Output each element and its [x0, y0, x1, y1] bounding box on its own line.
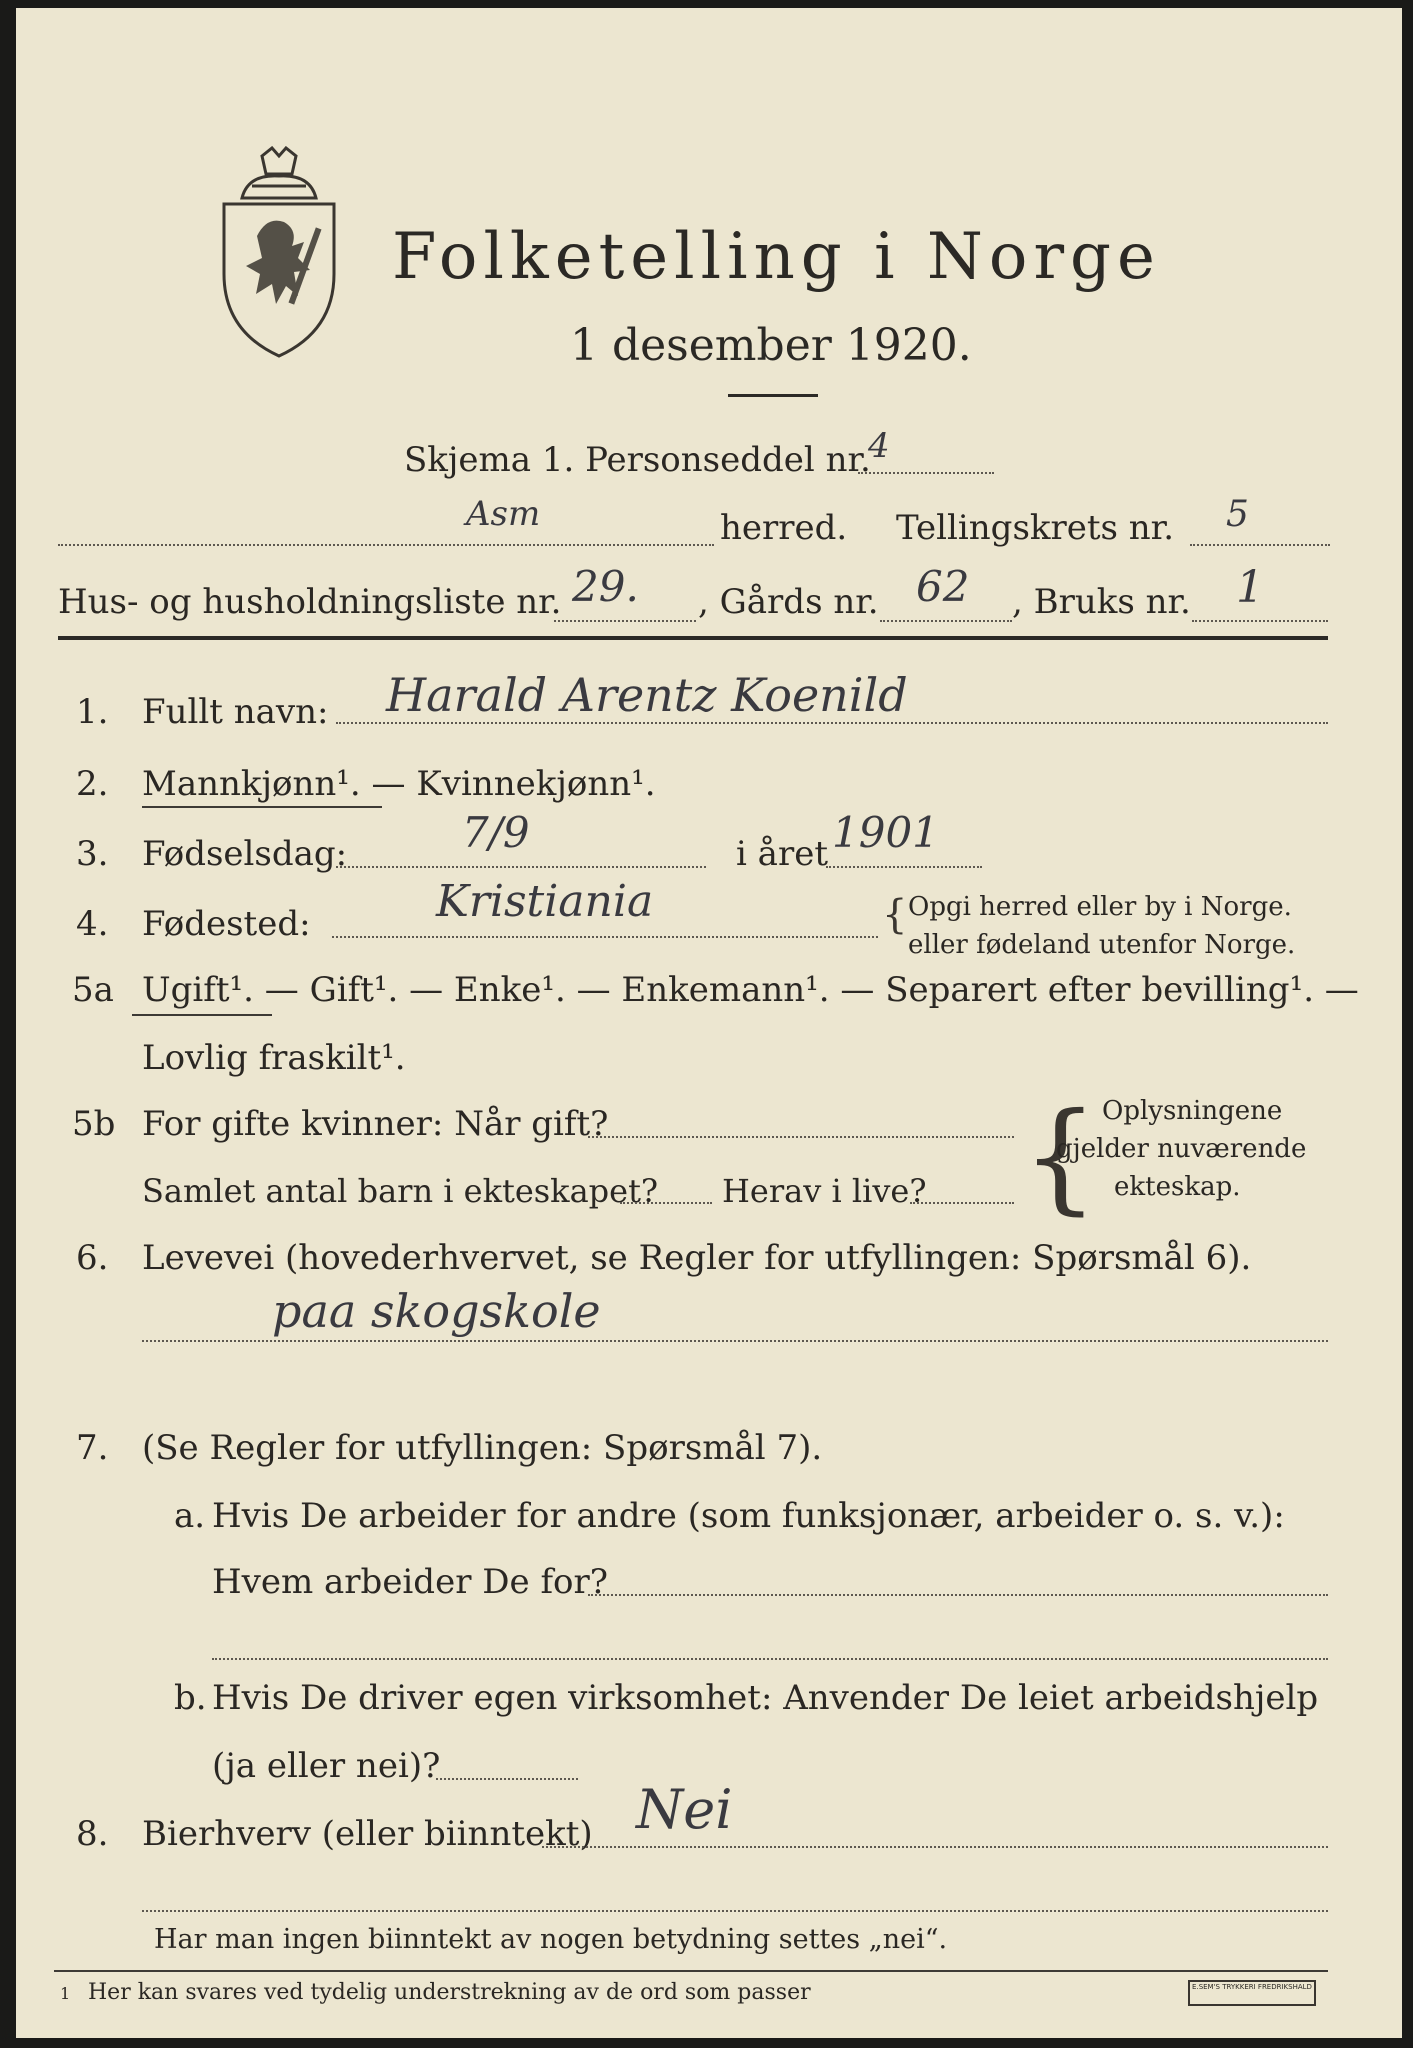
- liste-value: 29.: [572, 562, 639, 611]
- q8-value: Nei: [636, 1778, 733, 1841]
- q5b-alive-dots: [910, 1202, 1014, 1204]
- q5b-children-dots: [620, 1202, 712, 1204]
- q5b-line-1: For gifte kvinner: Når gift?: [142, 1104, 609, 1144]
- krets-value: 5: [1226, 494, 1249, 535]
- gards-value: 62: [916, 562, 970, 611]
- q5b-note-3: ekteskap.: [1114, 1172, 1241, 1202]
- q2-separator: —: [360, 764, 417, 804]
- q5a-line-2: Lovlig fraskilt¹.: [142, 1038, 406, 1078]
- footnote-mark: 1: [60, 1984, 71, 2003]
- gards-label: , Gårds nr.: [698, 582, 879, 622]
- footer-note: Har man ingen biinntekt av nogen betydning settes „nei“.: [154, 1924, 948, 1955]
- q7-label: (Se Regler for utfyllingen: Spørsmål 7).: [142, 1428, 823, 1468]
- q3-number: 3.: [76, 834, 109, 874]
- q3-label: Fødselsdag:: [142, 834, 348, 874]
- krets-dots: [1190, 544, 1330, 546]
- q4-dots: [332, 936, 878, 938]
- q1-label: Fullt navn:: [142, 692, 329, 732]
- q4-note-2: eller fødeland utenfor Norge.: [908, 930, 1296, 960]
- q3-dots: [336, 866, 706, 868]
- header-rule: [58, 636, 1328, 640]
- herred-dots: [58, 544, 714, 546]
- q2-number: 2.: [76, 764, 109, 804]
- q7a-dots-2: [212, 1658, 1328, 1660]
- schema-label: Skjema 1. Personseddel nr.: [404, 440, 871, 480]
- q8-dots-2: [142, 1910, 1328, 1912]
- herred-value: Asm: [466, 494, 541, 534]
- q4-brace: {: [882, 892, 908, 938]
- gards-dots: [880, 620, 1012, 622]
- q2-male: Mannkjønn¹.: [142, 764, 361, 804]
- census-form: [16, 8, 1402, 2038]
- q2-female: Kvinnekjønn¹.: [416, 764, 656, 804]
- q3-year-label: i året: [736, 834, 828, 874]
- schema-dots: [858, 472, 994, 474]
- schema-number: 4: [868, 426, 890, 466]
- q5b-note-1: Oplysningene: [1102, 1096, 1283, 1126]
- bruks-dots: [1192, 620, 1328, 622]
- q1-value: Harald Arentz Koenild: [386, 668, 908, 722]
- q8-dots: [542, 1846, 1328, 1848]
- q7b-line-2: (ja eller nei)?: [212, 1746, 441, 1786]
- liste-label: Hus- og husholdningsliste nr.: [58, 582, 562, 622]
- q7b-dots: [436, 1778, 578, 1780]
- q6-dots: [142, 1340, 1328, 1342]
- q4-value: Kristiania: [436, 876, 654, 927]
- title-divider: [728, 394, 818, 397]
- liste-dots: [554, 620, 696, 622]
- q6-value: paa skogskole: [272, 1284, 601, 1338]
- q3-year-dots: [826, 866, 982, 868]
- q1-dots: [336, 722, 1328, 724]
- q7a-number: a.: [174, 1496, 206, 1536]
- q7a-line-2: Hvem arbeider De for?: [212, 1562, 608, 1602]
- q7b-number: b.: [174, 1678, 207, 1718]
- q4-note-1: Opgi herred eller by i Norge.: [908, 892, 1292, 922]
- printer-stamp: E.SEM'S TRYKKERI FREDRIKSHALD: [1188, 1980, 1316, 2006]
- q2-male-underline: [142, 806, 382, 808]
- q7a-line-1: Hvis De arbeider for andre (som funksjonær, arbeider o. s. v.):: [212, 1496, 1285, 1536]
- q5b-number: 5b: [72, 1104, 116, 1144]
- q7b-line-1: Hvis De driver egen virksomhet: Anvender De leiet arbeidshjelp: [212, 1678, 1319, 1718]
- q3-value: 7/9: [462, 808, 530, 857]
- q7a-dots: [588, 1594, 1328, 1596]
- form-title: Folketelling i Norge: [392, 220, 1161, 294]
- form-date: 1 desember 1920.: [570, 320, 972, 371]
- q5b-married-dots: [588, 1136, 1014, 1138]
- krets-label: Tellingskrets nr.: [896, 508, 1175, 548]
- q3-year-value: 1901: [832, 808, 939, 857]
- footer-divider: [54, 1970, 1328, 1972]
- q1-number: 1.: [76, 692, 109, 732]
- q5b-alive: Herav i live?: [722, 1172, 927, 1210]
- q6-number: 6.: [76, 1238, 109, 1278]
- q5b-brace: {: [1022, 1088, 1099, 1227]
- q8-label: Bierhverv (eller biinntekt): [142, 1814, 593, 1854]
- q5b-children: Samlet antal barn i ekteskapet?: [142, 1172, 659, 1210]
- herred-label: herred.: [720, 508, 848, 548]
- bruks-value: 1: [1236, 562, 1264, 613]
- q7-number: 7.: [76, 1428, 109, 1468]
- bruks-label: , Bruks nr.: [1012, 582, 1191, 622]
- footnote: Her kan svares ved tydelig understrekning av de ord som passer: [88, 1980, 811, 2005]
- q5a-number: 5a: [72, 970, 114, 1010]
- q4-number: 4.: [76, 904, 109, 944]
- q6-label: Levevei (hovederhvervet, se Regler for utfyllingen: Spørsmål 6).: [142, 1238, 1252, 1278]
- q5b-note-2: gjelder nuværende: [1056, 1134, 1307, 1164]
- q8-number: 8.: [76, 1814, 109, 1854]
- coat-of-arms-icon: [212, 146, 346, 360]
- q4-label: Fødested:: [142, 904, 311, 944]
- q5a-line-1: Ugift¹. — Gift¹. — Enke¹. — Enkemann¹. — Separert efter bevilling¹. —: [142, 970, 1359, 1010]
- q5a-ugift-underline: [132, 1014, 272, 1016]
- q2-options: [142, 764, 656, 804]
